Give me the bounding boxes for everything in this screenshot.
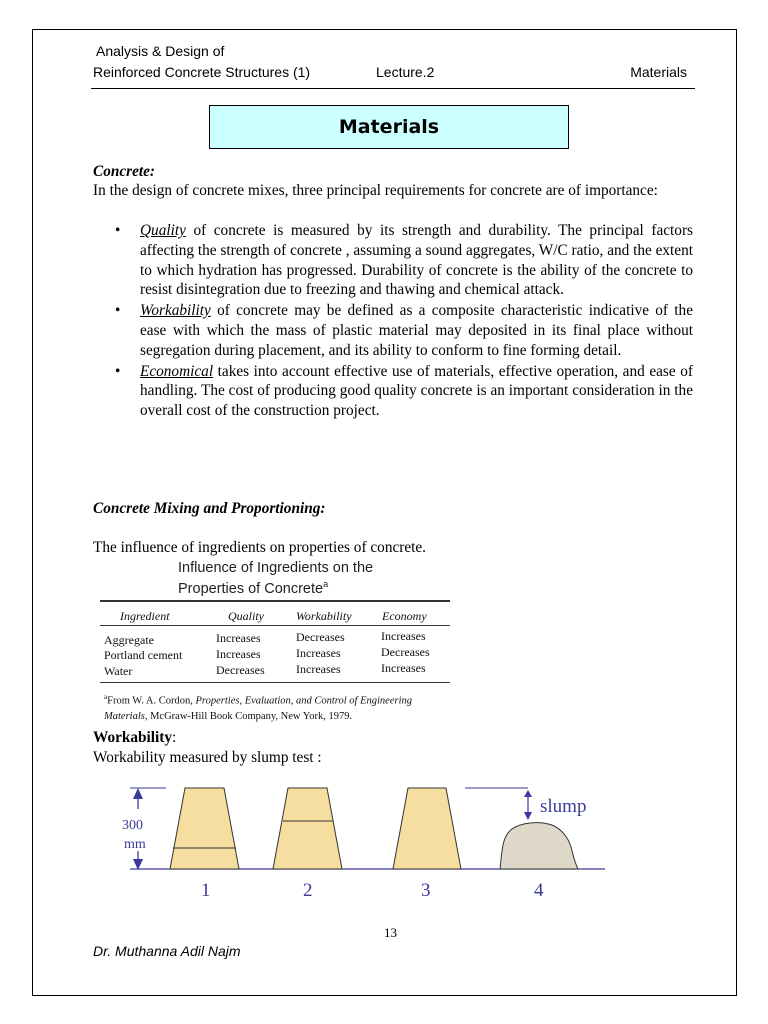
step-label: 2 xyxy=(303,880,313,901)
table-cell: Increases xyxy=(216,631,261,645)
table-title xyxy=(178,560,373,597)
slump-test-figure xyxy=(100,775,620,905)
table-rule-bottom xyxy=(100,682,450,683)
step-label: 1 xyxy=(201,880,211,901)
table-cell: Decreases xyxy=(216,663,265,677)
table-cell: Increases xyxy=(381,629,426,643)
workability-heading-colon: : xyxy=(172,729,177,746)
arrow-down-icon xyxy=(524,812,532,820)
table-cell: Decreases xyxy=(381,645,430,659)
table-cell: Increases xyxy=(296,646,341,660)
table-rule-mid xyxy=(100,625,450,626)
bullet-icon: • xyxy=(115,222,121,239)
requirements-list xyxy=(113,221,693,422)
slumped-concrete xyxy=(500,823,578,869)
header-course-line2: Reinforced Concrete Structures (1) xyxy=(93,64,311,80)
table-cell: Increases xyxy=(381,661,426,675)
header-divider xyxy=(91,88,695,89)
step-label: 3 xyxy=(421,880,431,901)
mixing-heading: Concrete Mixing and Proportioning: xyxy=(93,500,326,517)
table-cell: Portland cement xyxy=(104,648,183,662)
bullet-text: of concrete is measured by its strength and durability. The principal factors affecting the strength of concrete , assuming a sound aggregates, W/C ratio, and the extent to which hydration has progressed. Durability of concrete is the ability of the concrete to resist disintegration due to freezing and thawing and chemical attack. xyxy=(140,222,693,299)
table-rule-top xyxy=(100,600,450,602)
list-item xyxy=(113,221,693,300)
table-title-line1: Influence of Ingredients on the xyxy=(178,560,374,576)
table-header-economy: Economy xyxy=(382,609,427,623)
table-title-sup: a xyxy=(323,579,329,589)
arrow-up-icon xyxy=(133,788,143,799)
term-quality: Quality xyxy=(140,222,186,239)
workability-heading xyxy=(93,729,176,747)
page-title: Materials xyxy=(209,105,569,149)
footnote-post: McGraw-Hill Book Company, New York, 1979. xyxy=(147,710,353,722)
arrow-up-icon xyxy=(524,790,532,797)
header-lecture: Lecture.2 xyxy=(376,64,435,80)
table-footnote xyxy=(104,690,454,724)
concrete-heading: Concrete: xyxy=(93,163,156,180)
footnote-mark: a xyxy=(104,693,108,701)
list-item xyxy=(113,362,693,421)
bullet-icon: • xyxy=(115,362,121,380)
bullet-icon: • xyxy=(115,302,121,320)
workability-subtitle: Workability measured by slump test : xyxy=(93,749,322,766)
table-cell: Increases xyxy=(296,662,341,676)
height-value: 300 xyxy=(122,818,143,833)
header-section: Materials xyxy=(630,64,687,80)
workability-heading-text: Workability xyxy=(93,729,173,746)
footnote-pre: From W. A. Cordon, xyxy=(107,695,196,707)
table-header-quality: Quality xyxy=(228,609,264,623)
table-header-workability: Workability xyxy=(296,609,352,623)
slump-label: slump xyxy=(540,796,587,817)
table-title-line2: Properties of Concrete xyxy=(178,580,324,597)
cone-step-3 xyxy=(393,788,461,869)
term-workability: Workability xyxy=(140,302,211,320)
bullet-text: takes into account effective use of materials, effective operation, and ease of handling. The cost of producing good quality concrete is an important consideration in the overall cost of the construction project. xyxy=(140,362,693,420)
table-cell: Water xyxy=(104,664,133,678)
cone-step-1 xyxy=(170,788,239,869)
term-economical: Economical xyxy=(140,362,214,380)
footnote-italic: Properties, Evaluation, and Control of Engineering Materials, xyxy=(104,695,412,722)
table-header-ingredient: Ingredient xyxy=(120,609,170,623)
concrete-intro: In the design of concrete mixes, three principal requirements for concrete are of importance: xyxy=(93,182,658,199)
header-course-line1: Analysis & Design of xyxy=(96,43,225,59)
mixing-intro: The influence of ingredients on properties of concrete. xyxy=(93,539,426,556)
step-label: 4 xyxy=(534,880,544,901)
arrow-down-icon xyxy=(133,859,143,870)
table-cell: Decreases xyxy=(296,630,345,644)
height-unit: mm xyxy=(124,837,146,852)
bullet-text: of concrete may be defined as a composite characteristic indicative of the ease with which the mass of plastic material may deposited in its final place without segregation during placement, and its ability to conform to fine forming detail. xyxy=(140,302,693,359)
cone-step-2 xyxy=(273,788,342,869)
list-item xyxy=(113,301,693,360)
author-name: Dr. Muthanna Adil Najm xyxy=(93,943,241,959)
table-cell: Increases xyxy=(216,647,261,661)
page-number: 13 xyxy=(384,925,397,940)
table-cell: Aggregate xyxy=(104,633,154,647)
